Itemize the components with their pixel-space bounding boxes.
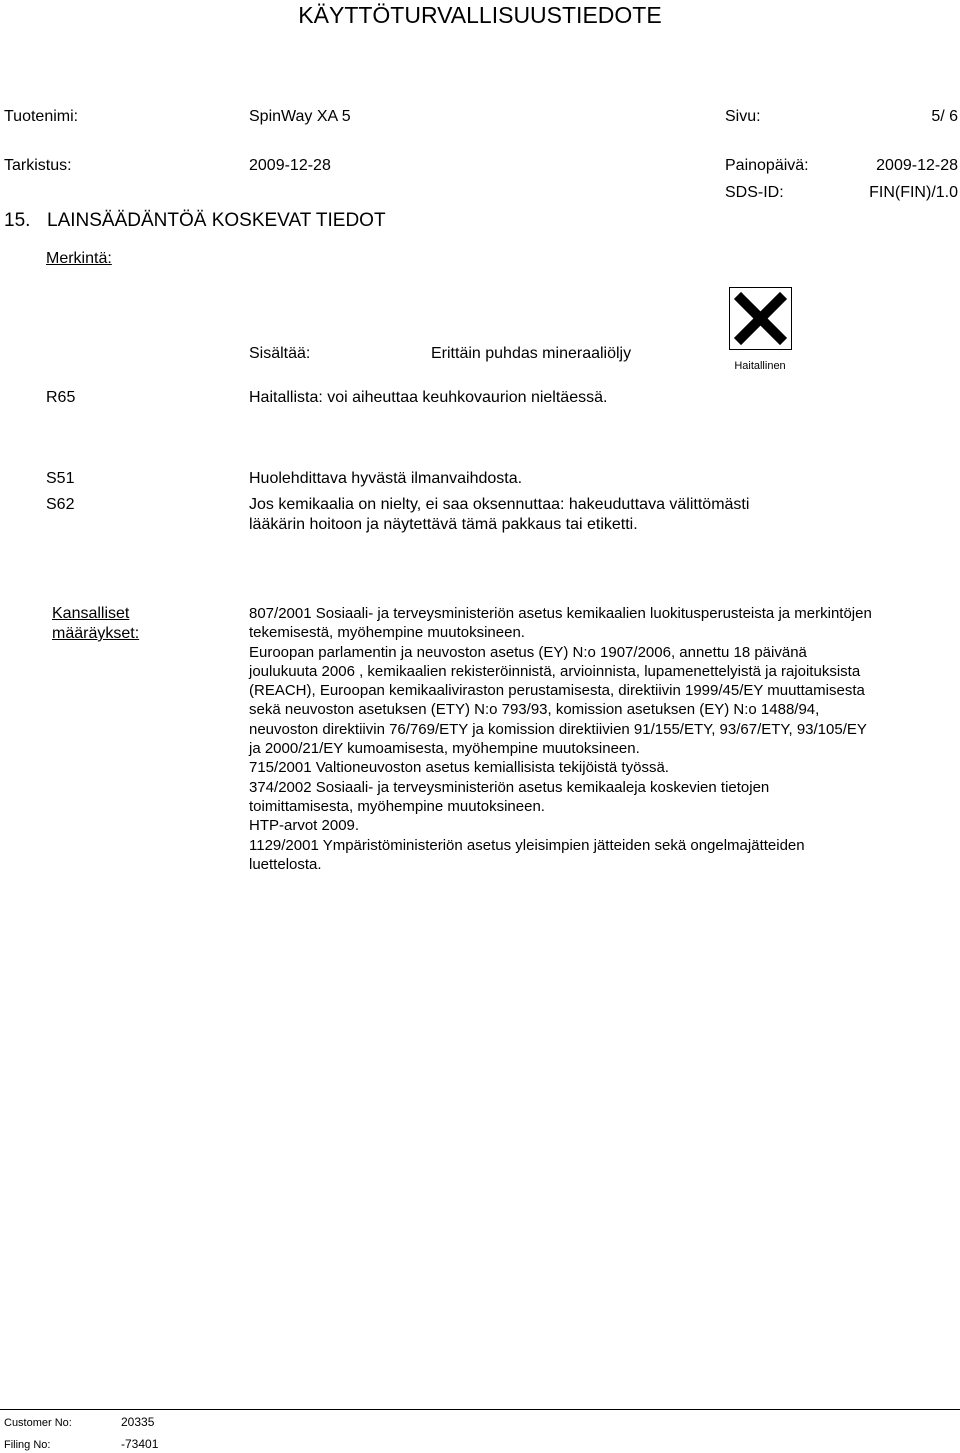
safety-phrase-text: lääkärin hoitoon ja näytettävä tämä pakkaus tai etiketti.	[249, 516, 638, 533]
regulation-line: tekemisestä, myöhempine muutoksineen.	[249, 624, 525, 642]
section-number: 15.	[4, 210, 31, 231]
national-regulations-label: Kansalliset	[52, 605, 130, 622]
contains-value: Erittäin puhdas mineraaliöljy	[431, 345, 632, 362]
contains-label: Sisältää:	[249, 345, 311, 362]
page-number: 5/ 6	[931, 108, 958, 125]
regulation-line: (REACH), Euroopan kemikaaliviraston perustamisesta, direktiivin 1999/45/EY muuttamisesta	[249, 682, 865, 700]
safety-phrase-text: Huolehdittava hyvästä ilmanvaihdosta.	[249, 470, 523, 487]
regulation-line: Euroopan parlamentin ja neuvoston asetus (EY) N:o 1907/2006, annettu 18 päivänä	[249, 643, 807, 661]
regulation-line: sekä neuvoston asetuksen (ETY) N:o 793/93, komission asetuksen (EY) N:o 1488/94,	[249, 701, 820, 719]
risk-phrase-code: R65	[46, 389, 76, 406]
sds-id-label: SDS-ID:	[725, 184, 784, 201]
marking-label: Merkintä:	[46, 250, 112, 267]
regulation-line: ja 2000/21/EY kumoamisesta, myöhempine muutoksineen.	[249, 740, 640, 758]
safety-phrase-text: Jos kemikaalia on nielty, ei saa oksennuttaa: hakeuduttava välittömästi	[249, 496, 750, 513]
regulation-line: 374/2002 Sosiaali- ja terveysministeriön asetus kemikaaleja koskevien tietojen	[249, 778, 770, 796]
revision-label: Tarkistus:	[4, 157, 72, 174]
page-label: Sivu:	[725, 108, 761, 125]
document-title: KÄYTTÖTURVALLISUUSTIEDOTE	[298, 2, 662, 28]
regulation-line: HTP-arvot 2009.	[249, 817, 360, 835]
revision-date: 2009-12-28	[249, 157, 331, 174]
regulation-line: luettelosta.	[249, 855, 322, 873]
risk-phrase-text: Haitallista: voi aiheuttaa keuhkovaurion nieltäessä.	[249, 389, 608, 406]
print-date-label: Painopäivä:	[725, 157, 809, 174]
product-name-label: Tuotenimi:	[4, 108, 79, 125]
print-date: 2009-12-28	[876, 157, 958, 174]
customer-number-label: Customer No:	[4, 1417, 72, 1429]
section-title: LAINSÄÄDÄNTÖÄ KOSKEVAT TIEDOT	[47, 210, 386, 231]
hazard-symbol	[729, 287, 792, 350]
regulation-line: 1129/2001 Ympäristöministeriön asetus yleisimpien jätteiden sekä ongelmajätteiden	[249, 836, 805, 854]
hazard-caption: Haitallinen	[734, 360, 786, 372]
sds-id-value: FIN(FIN)/1.0	[869, 184, 958, 201]
filing-number: -73401	[121, 1437, 159, 1451]
regulation-line: neuvoston direktiivin 76/769/ETY ja komission direktiivien 91/155/ETY, 93/67/ETY, 93/105/EY	[249, 720, 867, 738]
footer-divider	[0, 1409, 960, 1410]
regulations-list	[249, 604, 872, 874]
national-regulations-label: määräykset:	[52, 625, 140, 642]
regulation-line: joulukuuta 2006 , kemikaalien rekisteröinnistä, arvioinnista, lupamenettelyistä ja rajoituksista	[249, 662, 861, 680]
safety-phrase-code: S51	[46, 470, 75, 487]
regulation-line: 807/2001 Sosiaali- ja terveysministeriön asetus kemikaalien luokitusperusteista ja merkintöjen	[249, 605, 872, 622]
x-cross-icon	[730, 288, 791, 349]
regulation-line: 715/2001 Valtioneuvoston asetus kemiallisista tekijöistä työssä.	[249, 759, 669, 777]
filing-number-label: Filing No:	[4, 1439, 51, 1451]
customer-number: 20335	[121, 1415, 155, 1429]
safety-phrase-code: S62	[46, 496, 75, 513]
product-name-value: SpinWay XA 5	[249, 108, 351, 125]
regulation-line: toimittamisesta, myöhempine muutoksineen.	[249, 797, 545, 815]
